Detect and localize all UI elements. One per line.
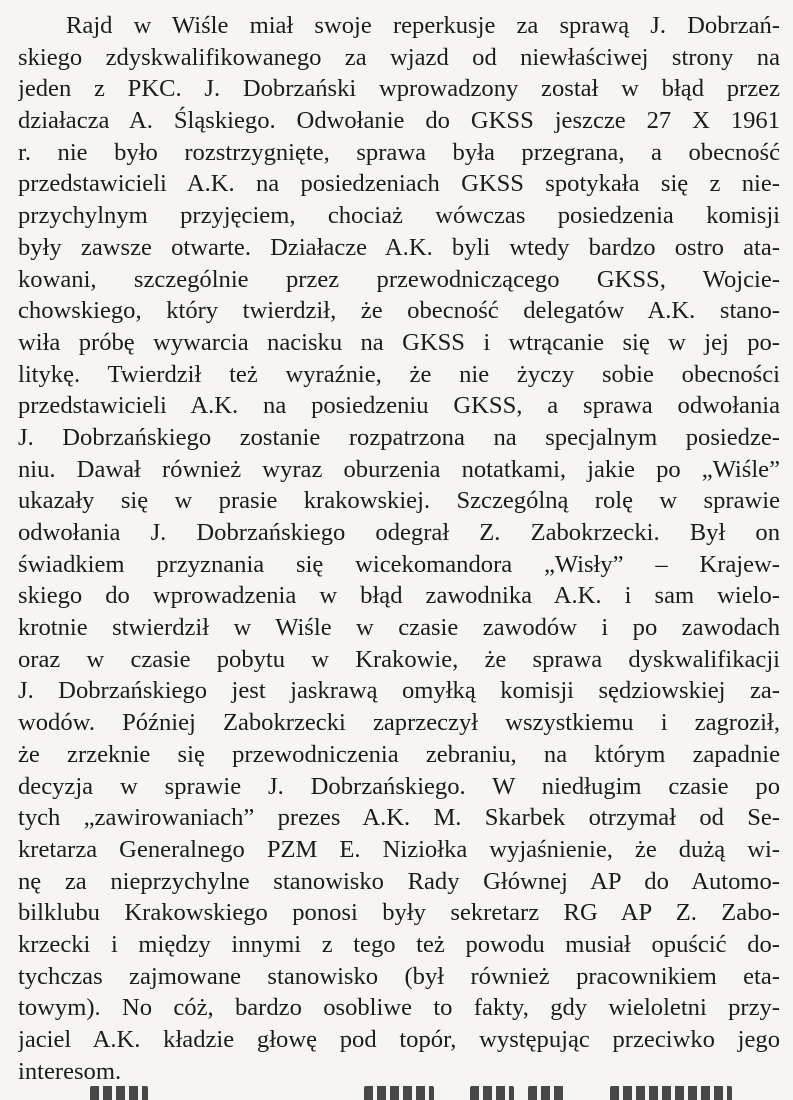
text-line: działacza A. Śląskiego. Odwołanie do GKSS jeszcze 27 X 1961 — [18, 107, 780, 135]
text-line: wodów. Później Zabokrzecki zaprzeczył wszystkiemu i zagroził, — [18, 709, 780, 737]
text-line: kretarza Generalnego PZM E. Niziołka wyjaśnienie, że dużą wi- — [18, 835, 780, 863]
text-line: odwołania J. Dobrzańskiego odegrał Z. Zabokrzecki. Był on — [18, 519, 780, 546]
scanned-page — [18, 0, 780, 1100]
text-line: J. Dobrzańskiego jest jaskrawą omyłką komisji sędziowskiej za- — [18, 677, 780, 705]
text-line: tychczas zajmowane stanowisko (był również pracownikiem eta- — [18, 962, 780, 990]
text-line: kowani, szczególnie przez przewodniczącego GKSS, Wojcie- — [18, 265, 780, 293]
text-line: J. Dobrzańskiego zostanie rozpatrzona na specjalnym posiedze- — [18, 423, 780, 451]
text-line: decyzja w sprawie J. Dobrzańskiego. W niedługim czasie po — [18, 772, 780, 800]
text-line: były zawsze otwarte. Działacze A.K. byli wtedy bardzo ostro ata- — [18, 233, 780, 261]
cropped-glyph-fragment — [528, 1086, 564, 1100]
text-line: oraz w czasie pobytu w Krakowie, że sprawa dyskwalifikacji — [18, 645, 780, 673]
text-line: jeden z PKC. J. Dobrzański wprowadzony został w błąd przez — [18, 75, 780, 103]
text-line: Rajd w Wiśle miał swoje reperkusje za sprawą J. Dobrzań- — [66, 12, 780, 39]
body-paragraph — [18, 10, 780, 1087]
text-line: bilklubu Krakowskiego ponosi były sekretarz RG AP Z. Zabo- — [18, 899, 780, 927]
text-line: tych „zawirowaniach” prezes A.K. M. Skarbek otrzymał od Se- — [18, 804, 780, 832]
text-line: przedstawicieli A.K. na posiedzeniach GKSS spotykała się z nie- — [18, 170, 780, 198]
text-line: skiego do wprowadzenia w błąd zawodnika A.K. i sam wielo- — [18, 582, 780, 610]
text-line: r. nie było rozstrzygnięte, sprawa była przegrana, a obecność — [18, 138, 780, 166]
text-line: przedstawicieli A.K. na posiedzeniu GKSS, a sprawa odwołania — [18, 392, 780, 420]
text-line: skiego zdyskwalifikowanego za wjazd od niewłaściwej strony na — [18, 43, 780, 71]
text-line: towym). No cóż, bardzo osobliwe to fakty, gdy wieloletni przy- — [18, 994, 780, 1022]
text-line: wiła próbę wywarcia nacisku na GKSS i wtrącanie się w jej po- — [18, 328, 780, 356]
text-line: interesom. — [18, 1057, 122, 1085]
cropped-glyph-fragment — [90, 1086, 148, 1100]
text-line: świadkiem przyznania się wicekomandora „Wisły” – Krajew- — [18, 550, 780, 578]
cropped-glyph-fragment — [610, 1086, 732, 1100]
text-line: chowskiego, który twierdził, że obecność delegatów A.K. stano- — [18, 297, 780, 325]
text-line: nę za nieprzychylne stanowisko Rady Głównej AP do Automo- — [18, 867, 780, 895]
cropped-glyph-fragment — [364, 1086, 434, 1100]
cropped-text-line — [18, 1086, 780, 1100]
text-line: krzecki i między innymi z tego też powodu musiał opuścić do- — [18, 930, 780, 958]
text-line: że zrzeknie się przewodniczenia zebraniu, na którym zapadnie — [18, 740, 780, 768]
text-line: litykę. Twierdził też wyraźnie, że nie życzy sobie obecności — [18, 360, 780, 388]
cropped-glyph-fragment — [470, 1086, 514, 1100]
text-line: ukazały się w prasie krakowskiej. Szczególną rolę w sprawie — [18, 487, 780, 515]
text-line: krotnie stwierdził w Wiśle w czasie zawodów i po zawodach — [18, 614, 780, 642]
text-line: jaciel A.K. kładzie głowę pod topór, występując przeciwko jego — [18, 1026, 780, 1053]
text-line: przychylnym przyjęciem, chociaż wówczas posiedzenia komisji — [18, 202, 780, 230]
text-line: niu. Dawał również wyraz oburzenia notatkami, jakie po „Wiśle” — [18, 455, 780, 483]
